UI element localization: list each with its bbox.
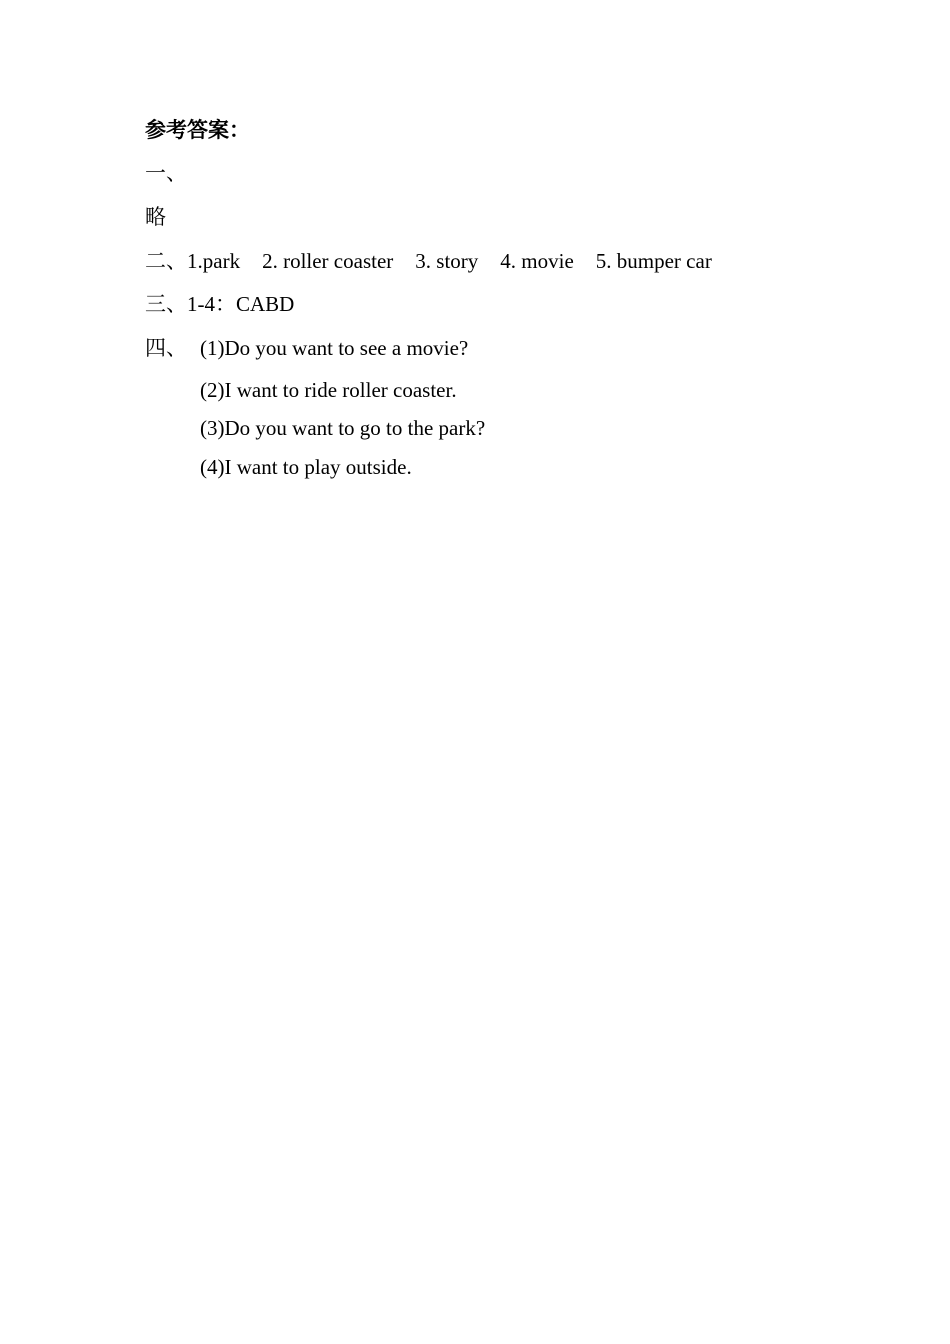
section-2-item-5: 5. bumper car <box>595 249 712 273</box>
section-4-label: 四、 <box>145 336 187 360</box>
section-2-item-3: 3. story <box>415 249 479 273</box>
section-4-item-2: (2)I want to ride roller coaster. <box>200 378 457 402</box>
answer-key-title: 参考答案： <box>145 118 250 142</box>
section-3-row <box>145 291 294 317</box>
section-3-label: 三、 <box>145 292 187 316</box>
section-1-body: 略 <box>145 205 166 229</box>
section-2-label: 二、 <box>145 249 187 273</box>
section-2-item-1: 1.park <box>187 249 241 273</box>
section-1-label: 一、 <box>145 161 187 185</box>
section-4-item-3: (3)Do you want to go to the park? <box>200 416 486 440</box>
section-3-text: 1-4：CABD <box>187 292 295 316</box>
section-2-row <box>145 248 712 274</box>
section-4-item-4: (4)I want to play outside. <box>200 455 412 479</box>
section-2-item-2: 2. roller coaster <box>262 249 394 273</box>
section-2-item-4: 4. movie <box>500 249 574 273</box>
section-4-item-1: (1)Do you want to see a movie? <box>200 336 469 360</box>
